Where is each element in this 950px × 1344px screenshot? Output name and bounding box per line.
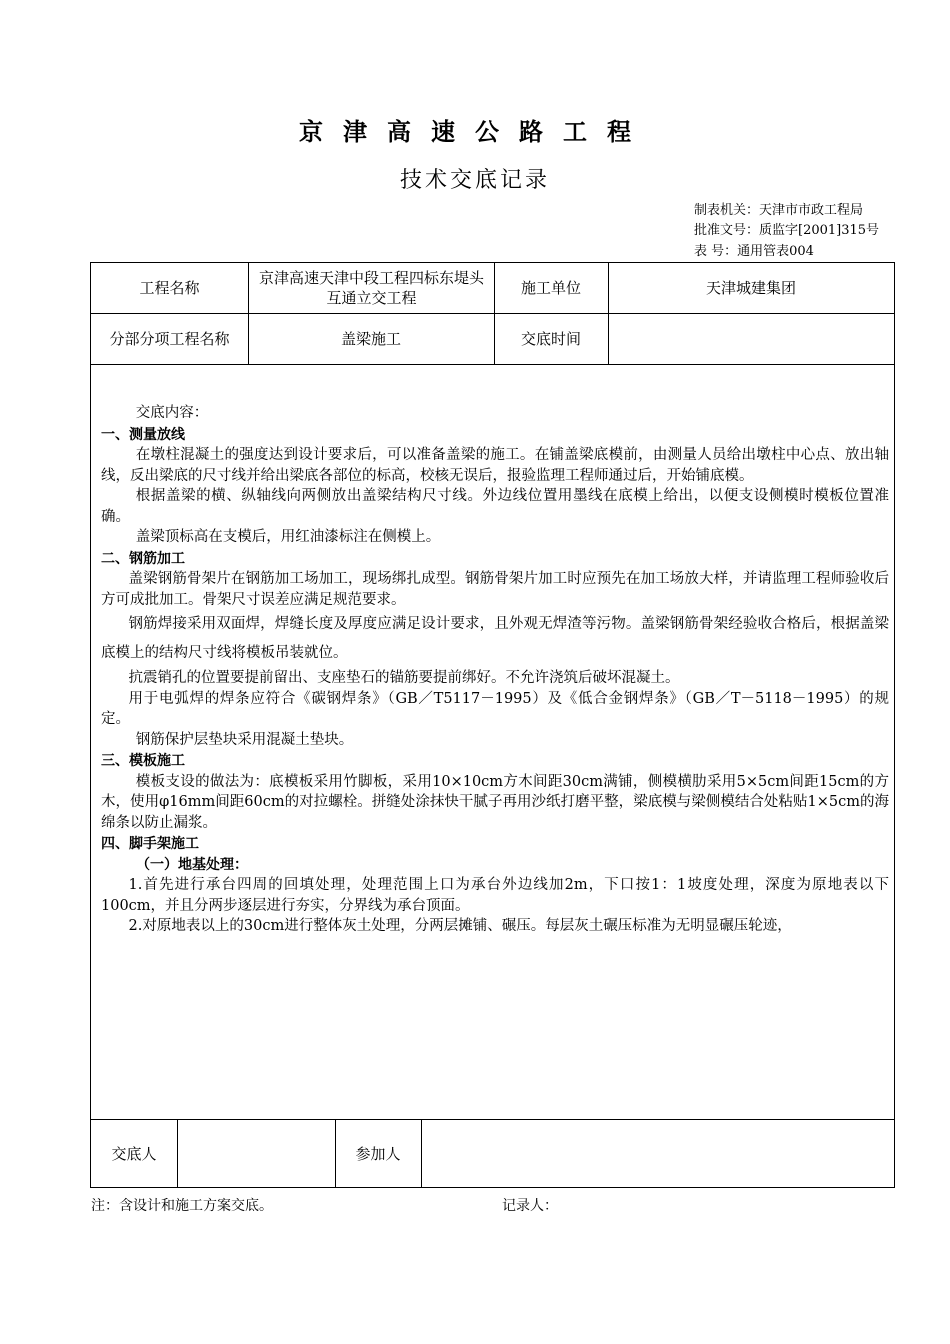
issuer-line: 制表机关：天津市市政工程局 [694,203,864,218]
recorder-label: 记录人： [502,1198,558,1214]
contractor-value: 天津城建集团 [705,279,796,297]
disclosure-date-value [608,314,894,364]
participant-label: 参加人 [355,1144,401,1163]
paragraph: 钢筋保护层垫块采用混凝土垫块。 [135,731,354,748]
form-title: 京津高速公路工程 [299,117,651,146]
form-number-line: 表 号：通用管表004 [694,244,814,259]
approval-line: 批准文号：质监字[2001]315号 [694,223,880,238]
section-heading: 一、测量放线 [101,426,185,443]
footer-note: 注：含设计和施工方案交底。 [91,1198,273,1214]
row-divider [91,364,894,365]
discloser-label: 交底人 [111,1144,157,1163]
section-heading: 三、模板施工 [101,753,185,769]
subproject-label: 分部分项工程名称 [109,330,230,348]
paragraph: 钢筋焊接采用双面焊，焊缝长度及厚度应满足设计要求，且外观无焊渣等污物。盖梁钢筋骨架经验收合格后，根据盖梁底模上的结构尺寸线将模板吊装就位。 [101,616,889,661]
paragraph: 根据盖梁的横、纵轴线向两侧放出盖梁结构尺寸线。外边线位置用墨线在底模上给出，以便支设侧模时模板位置准确。 [101,488,889,525]
section-heading: 四、脚手架施工 [101,836,199,852]
paragraph: 盖梁钢筋骨架片在钢筋加工场加工，现场绑扎成型。钢筋骨架片加工时应预先在加工场放大样，并请监理工程师验收后方可成批加工。骨架尺寸误差应满足规范要求。 [101,571,889,608]
paragraph: 在墩柱混凝土的强度达到设计要求后，可以准备盖梁的施工。在铺盖梁底模前，由测量人员给出墩柱中心点、放出轴线，反出梁底的尺寸线并给出梁底各部位的标高，校核无误后，报验监理工程师通过后，开始铺底模。 [101,447,889,484]
paragraph: 2.对原地表以上的30cm进行整体灰土处理，分两层摊铺、碾压。每层灰土碾压标准为无明显碾压轮迹， [128,918,792,934]
section-heading: 二、钢筋加工 [101,550,185,567]
paragraph: 模板支设的做法为：底模板采用竹脚板，采用10×10cm方木间距30cm满铺，侧模横肋采用5×5cm间距15cm的方木，使用φ16mm间距60cm的对拉螺栓。拼缝处涂抹快干腻子再用沙纸打磨平整，梁底模与梁侧模结合处粘贴1×5cm的海绵条以防止漏浆。 [101,773,889,831]
discloser-value [177,1120,335,1187]
project-name-label: 工程名称 [139,279,200,297]
paragraph: 用于电弧焊的焊条应符合《碳钢焊条》（GB／T5117－1995）及《低合金钢焊条》（GB／T－5118－1995）的规定。 [101,690,889,727]
subproject-value: 盖梁施工 [340,330,401,348]
form-subtitle: 技术交底记录 [399,168,550,193]
content-intro: 交底内容： [135,405,209,421]
subsection-heading: （一）地基处理： [136,856,248,873]
disclosure-date-label: 交底时间 [520,330,581,348]
project-name-value: 京津高速天津中段工程四标东堤头互通立交工程 [259,269,485,307]
disclosure-content [101,403,889,937]
record-table [90,262,895,1188]
paragraph: 1.首先进行承台四周的回填处理，处理范围上口为承台外边线加2m，下口按1：1坡度处理，深度为原地表以下100cm，并且分两步逐层进行夯实，分界线为承台顶面。 [101,877,889,914]
participant-value [421,1120,894,1187]
paragraph: 盖梁顶标高在支模后，用红油漆标注在侧模上。 [135,529,441,545]
paragraph: 抗震销孔的位置要提前留出、支座垫石的锚筋要提前绑好。不允许浇筑后破坏混凝土。 [128,670,680,686]
contractor-label: 施工单位 [520,279,581,297]
